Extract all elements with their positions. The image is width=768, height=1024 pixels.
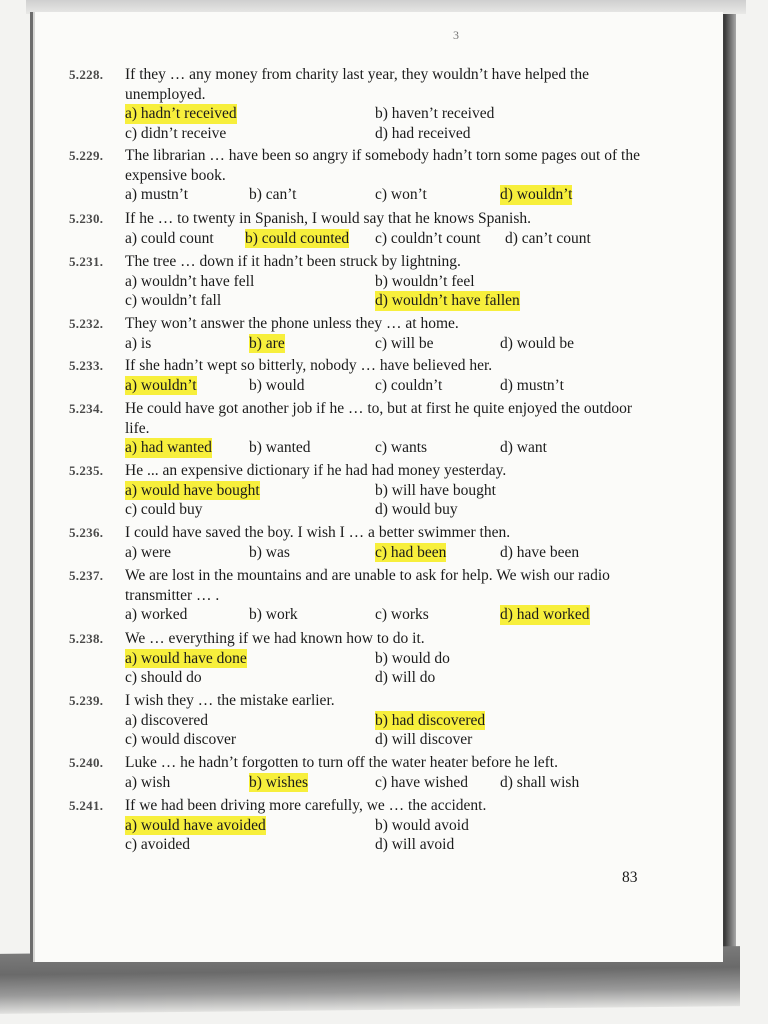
question-number: 5.233. (69, 358, 104, 373)
question-number: 5.238. (69, 631, 104, 646)
page-number: 83 (622, 869, 638, 886)
question-number: 5.234. (69, 401, 104, 416)
answer-option-highlighted: d) wouldn’t have fallen (375, 292, 520, 309)
answer-option: c) couldn’t (375, 376, 443, 394)
question-text: He could have got another job if he … to, but at first he quite enjoyed the outdoor life. (125, 400, 633, 437)
answer-option: d) will avoid (375, 836, 455, 853)
question-text: If he … to twenty in Spanish, I would say that he knows Spanish. (125, 210, 531, 227)
question-text: We are lost in the mountains and are unable to ask for help. We wish our radio transmitter … . (125, 567, 610, 604)
question-number: 5.236. (69, 525, 104, 540)
answer-option: d) shall wish (500, 773, 580, 791)
answer-option: b) can’t (249, 186, 297, 203)
book-page (30, 12, 723, 962)
question-number: 5.235. (69, 463, 104, 478)
question-text: He ... an expensive dictionary if he had had money yesterday. (125, 462, 507, 479)
answer-option-highlighted: a) had wanted (125, 439, 212, 456)
question-number: 5.230. (69, 211, 104, 226)
answer-option-highlighted: a) would have avoided (125, 816, 266, 834)
answer-option: d) want (500, 439, 547, 456)
answer-option: b) was (249, 543, 290, 561)
answer-option: c) wouldn’t fall (125, 292, 222, 309)
answer-option: b) would (249, 376, 305, 394)
answer-option: a) were (125, 543, 172, 561)
answer-option: b) wanted (249, 439, 311, 456)
answer-option: c) have wished (375, 773, 468, 791)
answer-option: b) will have bought (375, 481, 496, 499)
question-number: 5.240. (69, 755, 104, 770)
answer-option: c) didn’t receive (125, 124, 227, 142)
answer-option: c) couldn’t count (375, 229, 481, 247)
question-text: They won’t answer the phone unless they … at home. (125, 315, 459, 332)
answer-option-highlighted: a) wouldn’t (125, 376, 197, 394)
answer-option-highlighted: d) wouldn’t (500, 186, 573, 203)
answer-option: d) can’t count (505, 229, 591, 247)
answer-option: d) have been (500, 543, 580, 561)
question-number: 5.229. (69, 148, 104, 163)
answer-option: a) discovered (125, 711, 209, 729)
answer-option: a) wish (125, 773, 171, 791)
answer-option: a) worked (125, 606, 188, 623)
question-text: The librarian … have been so angry if somebody hadn’t torn some pages out of the expensive book. (125, 147, 640, 184)
question-text: I wish they … the mistake earlier. (125, 692, 335, 709)
answer-option: c) wants (375, 439, 428, 456)
answer-option-highlighted: a) would have done (125, 649, 247, 667)
answer-option: c) could buy (125, 501, 203, 518)
answer-option: a) wouldn’t have fell (125, 272, 255, 290)
answer-option-highlighted: d) had worked (500, 606, 590, 623)
answer-option-highlighted: b) wishes (249, 773, 308, 791)
answer-option: d) mustn’t (500, 376, 564, 394)
question-number: 5.239. (69, 693, 104, 708)
answer-option: a) is (125, 334, 152, 352)
answer-option: d) would be (500, 334, 575, 352)
answer-option-highlighted: b) could counted (245, 229, 350, 247)
answer-option: d) will do (375, 669, 436, 686)
answer-option: d) had received (375, 124, 471, 142)
answer-option: d) would buy (375, 501, 458, 518)
question-text: We … everything if we had known how to do it. (125, 630, 425, 647)
answer-option: c) won’t (375, 186, 427, 203)
answer-option: a) could count (125, 229, 214, 247)
answer-option: a) mustn’t (125, 186, 188, 203)
answer-option-highlighted: b) are (249, 334, 285, 352)
question-text: If we had been driving more carefully, we … the accident. (125, 797, 487, 814)
answer-option: c) works (375, 606, 429, 623)
question-number: 5.232. (69, 316, 104, 331)
answer-option-highlighted: a) hadn’t received (125, 105, 237, 122)
question-text: Luke … he hadn’t forgotten to turn off the water heater before he left. (125, 754, 558, 771)
answer-option: b) would avoid (375, 816, 469, 834)
question-text: If they … any money from charity last year, they wouldn’t have helped the unemployed. (125, 66, 589, 103)
question-text: The tree … down if it hadn’t been struck by lightning. (125, 253, 461, 270)
answer-option: b) wouldn’t feel (375, 272, 475, 290)
answer-option: b) work (249, 606, 298, 623)
question-text: I could have saved the boy. I wish I … a better swimmer then. (125, 524, 511, 541)
answer-option: b) haven’t received (375, 105, 495, 122)
answer-option: c) should do (125, 669, 202, 686)
question-text: If she hadn’t wept so bitterly, nobody … have believed her. (125, 357, 493, 374)
answer-option: b) would do (375, 649, 450, 667)
answer-option-highlighted: a) would have bought (125, 481, 260, 499)
answer-option: c) would discover (125, 731, 237, 748)
question-number: 5.241. (69, 798, 104, 813)
answer-option-highlighted: c) had been (375, 543, 447, 561)
answer-option: d) will discover (375, 731, 473, 748)
answer-option: c) avoided (125, 836, 190, 853)
question-number: 5.231. (69, 254, 104, 269)
question-number: 5.237. (69, 568, 104, 583)
answer-option: c) will be (375, 334, 434, 352)
answer-option-highlighted: b) had discovered (375, 711, 486, 729)
page-mark: 3 (453, 28, 459, 42)
question-number: 5.228. (69, 67, 104, 82)
